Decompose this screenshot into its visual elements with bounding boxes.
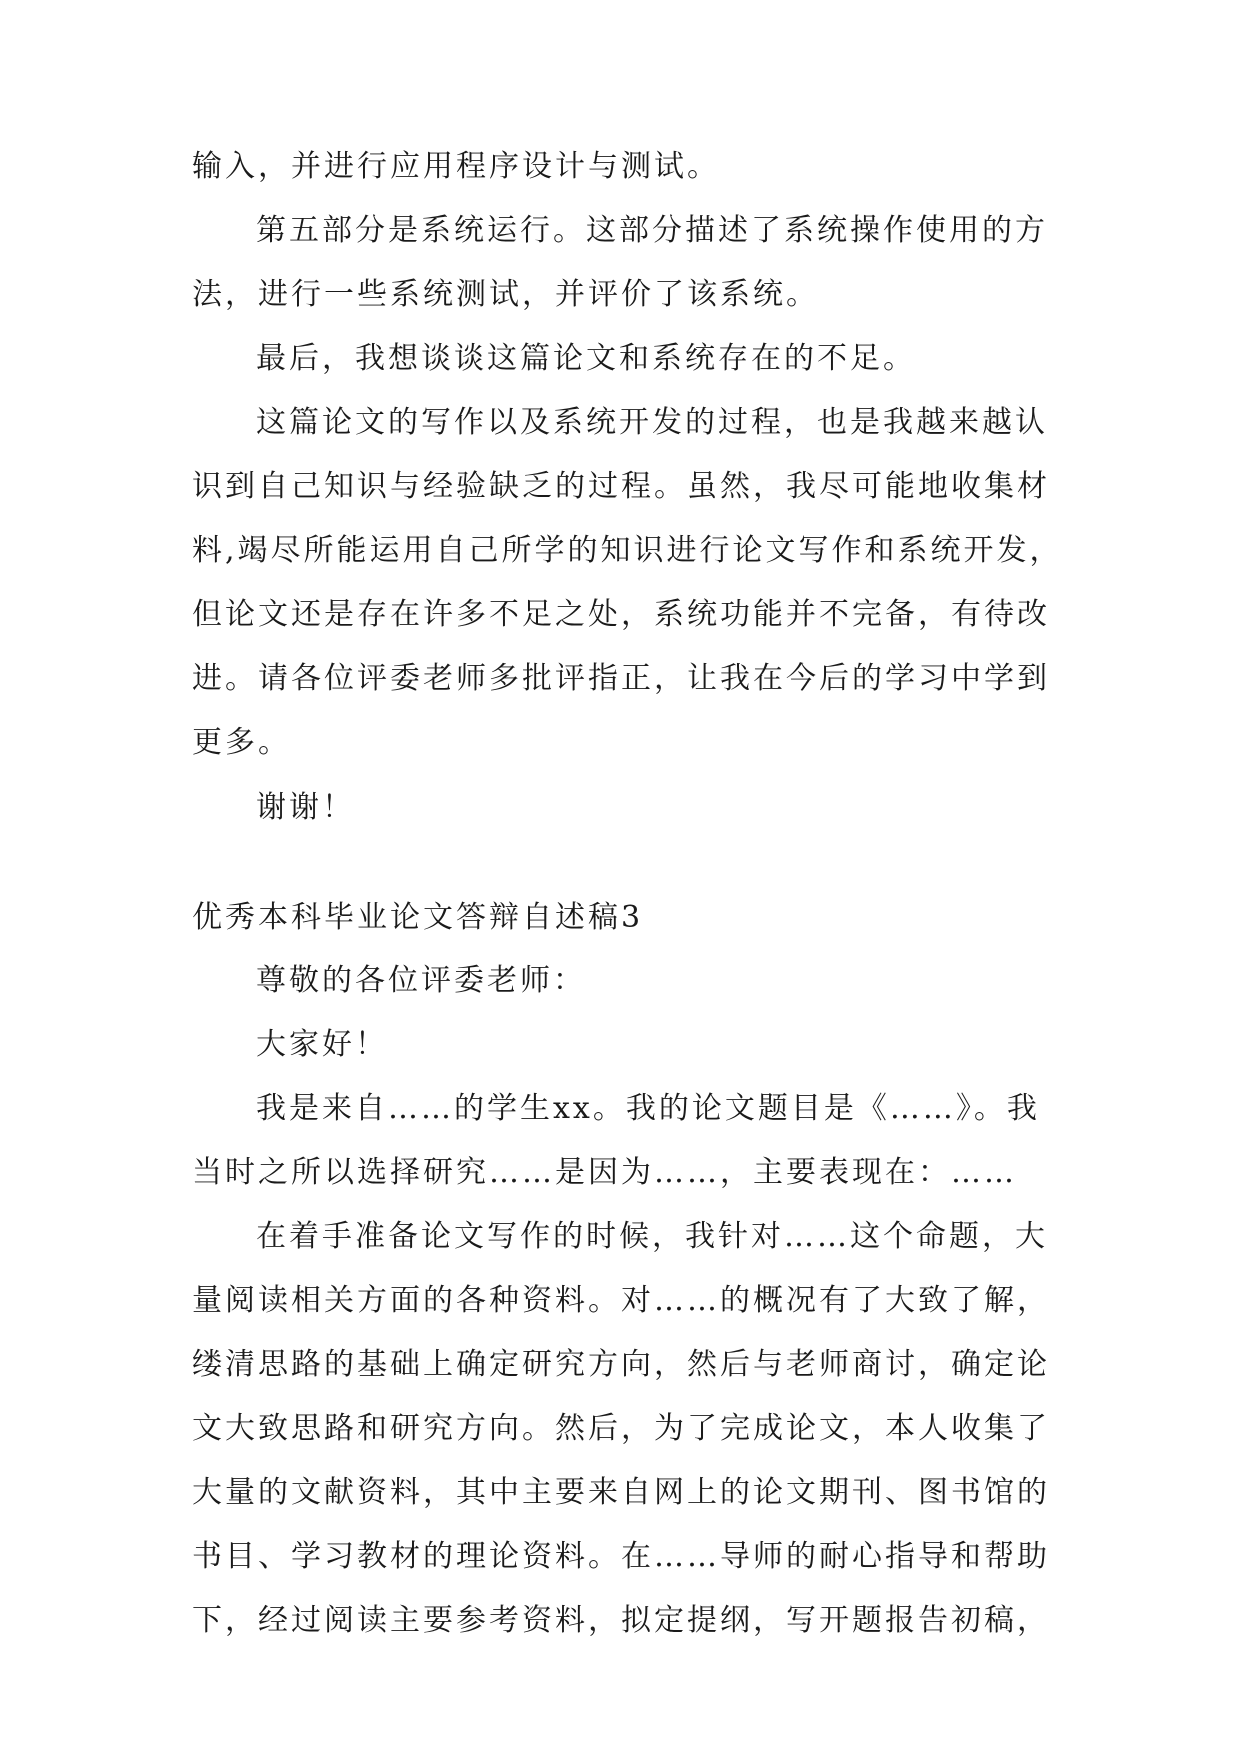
text-line: 识到自己知识与经验缺乏的过程。虽然，我尽可能地收集材 [192,469,1050,504]
text-line: 缕清思路的基础上确定研究方向，然后与老师商讨，确定论 [192,1347,1050,1382]
text-line: 输入，并进行应用程序设计与测试。 [192,149,720,184]
text-line: 料,竭尽所能运用自己所学的知识进行论文写作和系统开发， [192,533,1063,568]
text-line: 谢谢！ [256,790,355,825]
text-line: 最后，我想谈谈这篇论文和系统存在的不足。 [256,341,916,376]
text-line: 量阅读相关方面的各种资料。对……的概况有了大致了解， [192,1283,1050,1318]
text-line: 但论文还是存在许多不足之处，系统功能并不完备，有待改 [192,597,1050,632]
text-line: 尊敬的各位评委老师： [256,963,586,998]
text-line: 当时之所以选择研究……是因为……，主要表现在：…… [192,1155,1017,1190]
text-line: 第五部分是系统运行。这部分描述了系统操作使用的方 [256,213,1048,248]
text-line: 法，进行一些系统测试，并评价了该系统。 [192,277,819,312]
text-line: 大家好！ [256,1027,388,1062]
text-line: 文大致思路和研究方向。然后，为了完成论文，本人收集了 [192,1411,1050,1446]
text-line: 在着手准备论文写作的时候，我针对……这个命题，大 [256,1219,1048,1254]
text-line: 这篇论文的写作以及系统开发的过程，也是我越来越认 [256,405,1048,440]
section-title: 优秀本科毕业论文答辩自述稿3 [192,900,644,935]
text-line: 下，经过阅读主要参考资料，拟定提纲，写开题报告初稿， [192,1603,1050,1638]
text-line: 我是来自……的学生xx。我的论文题目是《……》。我 [256,1091,1040,1126]
text-line: 大量的文献资料，其中主要来自网上的论文期刊、图书馆的 [192,1475,1050,1510]
text-line: 进。请各位评委老师多批评指正，让我在今后的学习中学到 [192,661,1050,696]
text-line: 书目、学习教材的理论资料。在……导师的耐心指导和帮助 [192,1539,1050,1574]
text-line: 更多。 [192,725,291,760]
